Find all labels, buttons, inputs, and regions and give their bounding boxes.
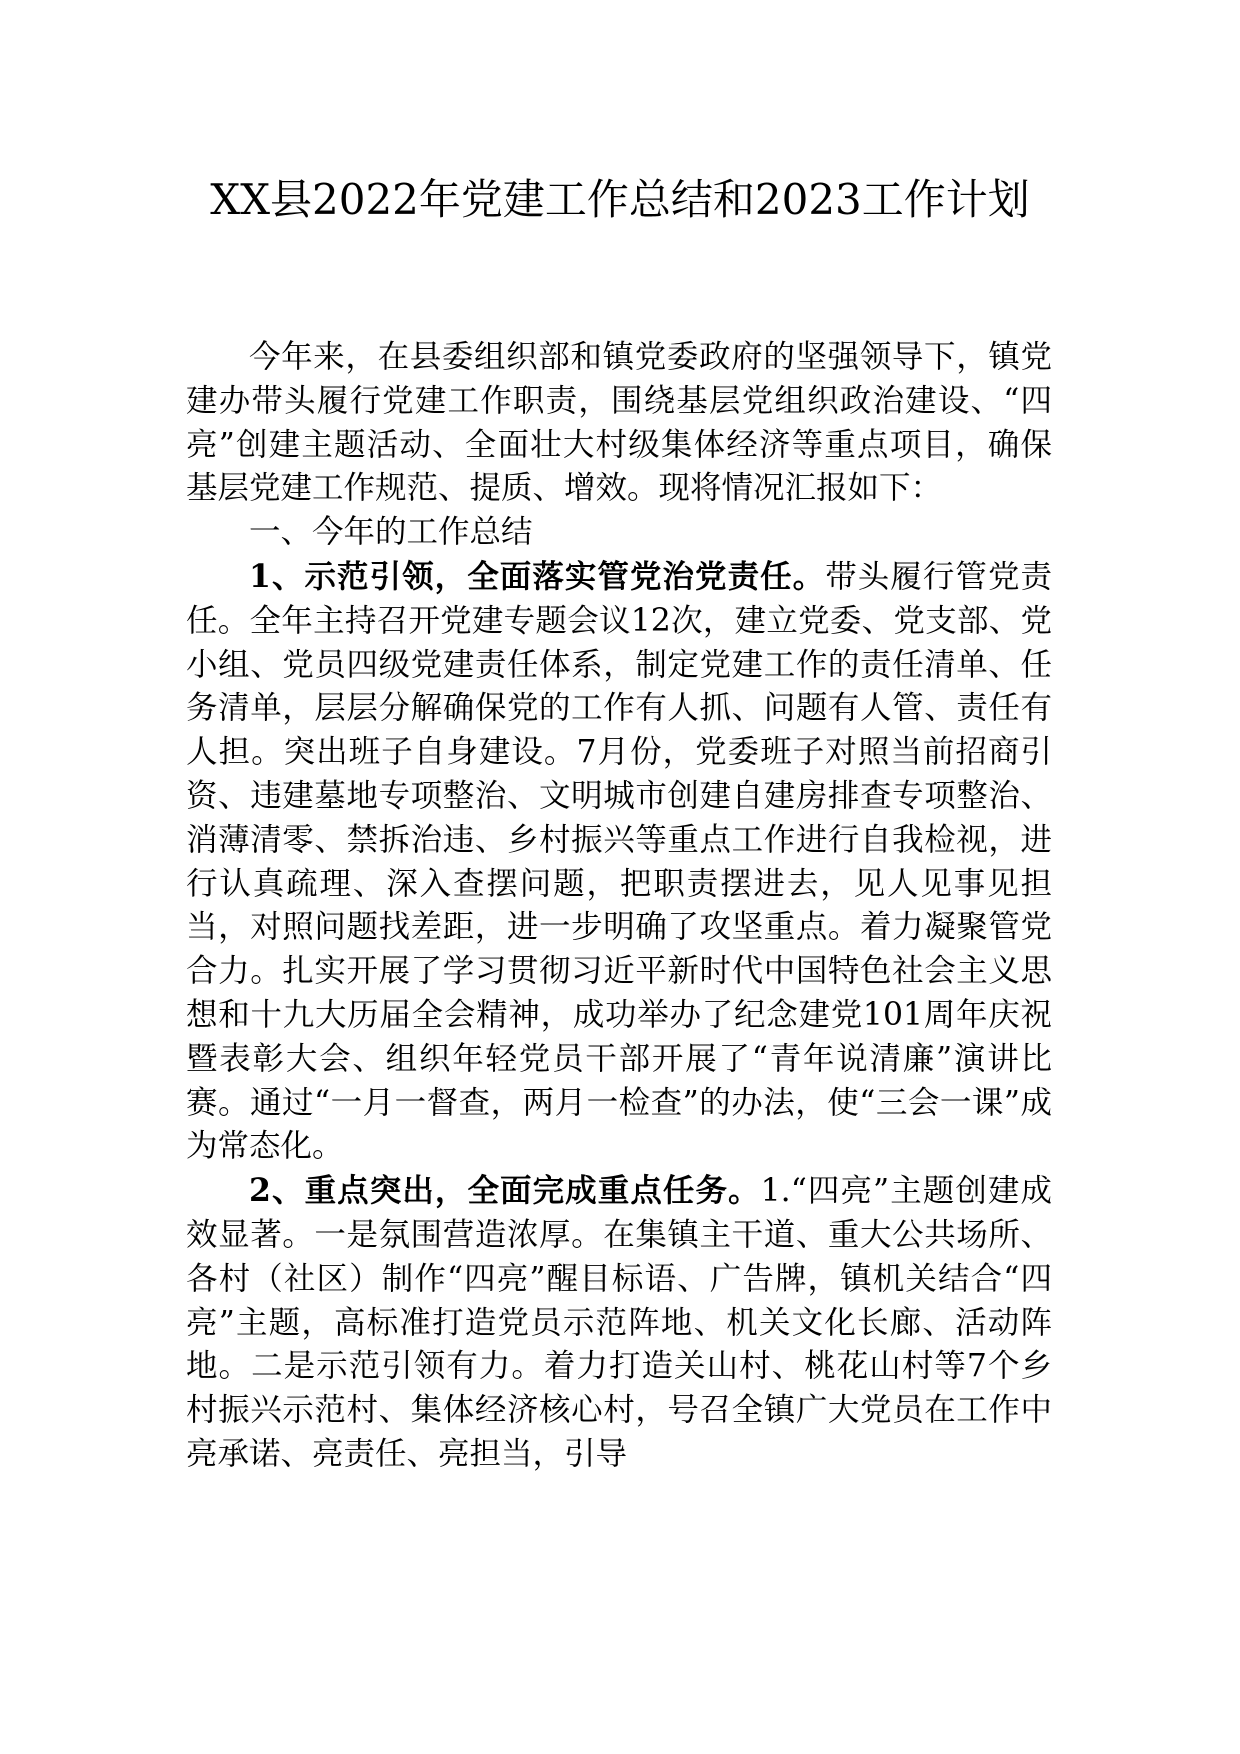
- document-body: [186, 336, 1052, 1477]
- body-paragraph-2: [186, 1169, 1052, 1477]
- paragraph-text: 1.“四亮”主题创建成效显著。一是氛围营造浓厚。在集镇主干道、重大公共场所、各村（社区）制作“四亮”醒目标语、广告牌，镇机关结合“四亮”主题，高标准打造党员示范阵地、机关文化长廊、活动阵地。二是示范引领有力。着力打造关山村、桃花山村等7个乡村振兴示范村、集体经济核心村，号召全镇广大党员在工作中亮承诺、亮责任、亮担当，引导: [186, 1173, 1053, 1472]
- paragraph-heading: 1、示范引领，全面落实管党治党责任。: [249, 557, 826, 595]
- paragraph-text: 今年来，在县委组织部和镇党委政府的坚强领导下，镇党建办带头履行党建工作职责，围绕基层党组织政治建设、“四亮”创建主题活动、全面壮大村级集体经济等重点项目，确保基层党建工作规范、提质、增效。现将情况汇报如下：: [186, 339, 1052, 507]
- paragraph-text: 带头履行管党责任。全年主持召开党建专题会议12次，建立党委、党支部、党小组、党员四级党建责任体系，制定党建工作的责任清单、任务清单，层层分解确保党的工作有人抓、问题有人管、责任有人担。突出班子自身建设。7月份，党委班子对照当前招商引资、违建墓地专项整治、文明城市创建自建房排查专项整治、消薄清零、禁拆治违、乡村振兴等重点工作进行自我检视，进行认真疏理、深入查摆问题，把职责摆进去，见人见事见担当，对照问题找差距，进一步明确了攻坚重点。着力凝聚管党合力。扎实开展了学习贯彻习近平新时代中国特色社会主义思想和十九大历届全会精神，成功举办了纪念建党101周年庆祝暨表彰大会、组织年轻党员干部开展了“青年说清廉”演讲比赛。通过“一月一督查，两月一检查”的办法，使“三会一课”成为常态化。: [186, 558, 1052, 1165]
- paragraph-heading: 2、重点突出，全面完成重点任务。: [249, 1172, 761, 1210]
- section-heading-summary: [186, 511, 1052, 555]
- intro-paragraph: [186, 336, 1052, 511]
- document-title: XX县2022年党建工作总结和2023工作计划: [210, 175, 1030, 224]
- body-paragraph-1: [186, 555, 1052, 1169]
- section-heading-text: 一、今年的工作总结: [249, 514, 533, 551]
